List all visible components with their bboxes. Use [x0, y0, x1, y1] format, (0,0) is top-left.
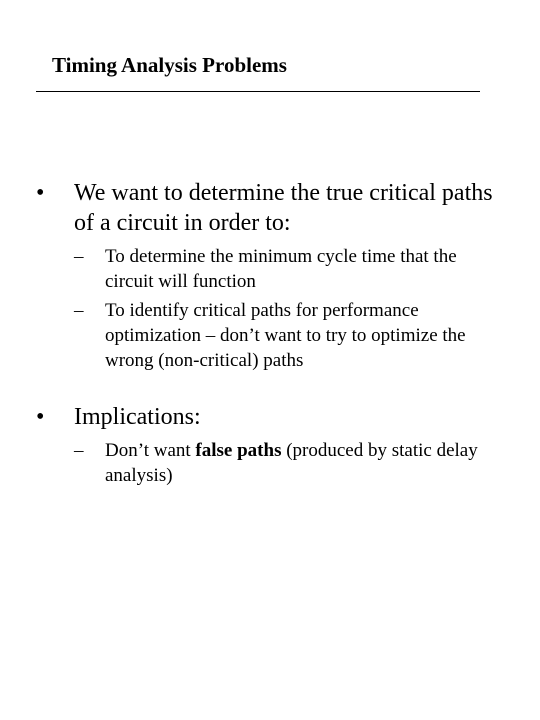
bullet-text: Implications: — [74, 404, 201, 430]
sub-text-emphasis: false paths — [195, 440, 282, 461]
dash-icon: – — [74, 246, 84, 267]
sub-bullet-text — [105, 438, 506, 488]
title-divider — [36, 91, 480, 92]
bullet-item — [36, 178, 506, 377]
sub-text-after: (produced by static delay analysis) — [105, 440, 478, 486]
slide-title: Timing Analysis Problems — [52, 53, 287, 77]
sub-bullet-text: To identify critical paths for performance optimization – don’t want to try to optimize the wrong (non-critical) paths — [105, 300, 466, 371]
sub-bullet-item — [74, 438, 506, 488]
dash-icon: – — [74, 300, 84, 321]
bullet-icon: • — [36, 180, 45, 206]
sub-bullet-list — [74, 244, 506, 373]
sub-bullet-list — [74, 438, 506, 488]
sub-bullet-item — [74, 298, 506, 373]
bullet-row — [36, 178, 506, 238]
dash-icon: – — [74, 440, 84, 461]
bullet-icon: • — [36, 404, 45, 430]
sub-bullet-item — [74, 244, 506, 294]
bullet-text: We want to determine the true critical paths of a circuit in order to: — [74, 180, 493, 236]
bullet-item — [36, 402, 506, 492]
bullet-row — [36, 402, 506, 432]
sub-text-before: Don’t want — [105, 440, 196, 461]
sub-bullet-text: To determine the minimum cycle time that the circuit will function — [105, 246, 457, 292]
